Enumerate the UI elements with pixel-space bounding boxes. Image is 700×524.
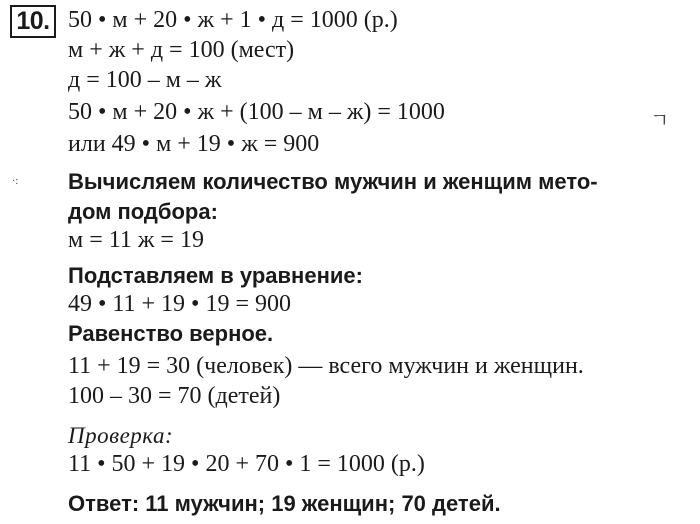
solution-values: м = 11 ж = 19 [68, 227, 204, 253]
problem-number-badge: 10. [10, 5, 56, 38]
equation-cost: 50 • м + 20 • ж + 1 • д = 1000 (р.) [68, 7, 398, 33]
scan-dot: ·: [12, 176, 19, 187]
check-equation: 11 • 50 + 19 • 20 + 70 • 1 = 1000 (р.) [68, 451, 425, 477]
equation-children: д = 100 – м – ж [68, 67, 222, 93]
children-count-line: 100 – 30 = 70 (детей) [68, 383, 281, 409]
equation-seats: м + ж + д = 100 (мест) [68, 37, 295, 63]
explanation-line-2: дом подбора: [68, 199, 218, 224]
total-adults-line: 11 + 19 = 30 (человек) — всего мужчин и женщин. [68, 353, 584, 379]
equation-substituted: 50 • м + 20 • ж + (100 – м – ж) = 1000 [68, 99, 445, 125]
substitution-equation: 49 • 11 + 19 • 19 = 900 [68, 291, 291, 317]
substitute-heading: Подставляем в уравнение: [68, 263, 363, 288]
check-heading: Проверка: [68, 423, 174, 448]
equation-simplified: или 49 • м + 19 • ж = 900 [68, 131, 320, 157]
equality-true-text: Равенство верное. [68, 321, 274, 346]
scan-mark: ㄱ [650, 108, 670, 132]
explanation-line-1: Вычисляем количество мужчин и женщим мето- [68, 169, 598, 194]
answer-line: Ответ: 11 мужчин; 19 женщин; 70 детей. [68, 491, 501, 516]
